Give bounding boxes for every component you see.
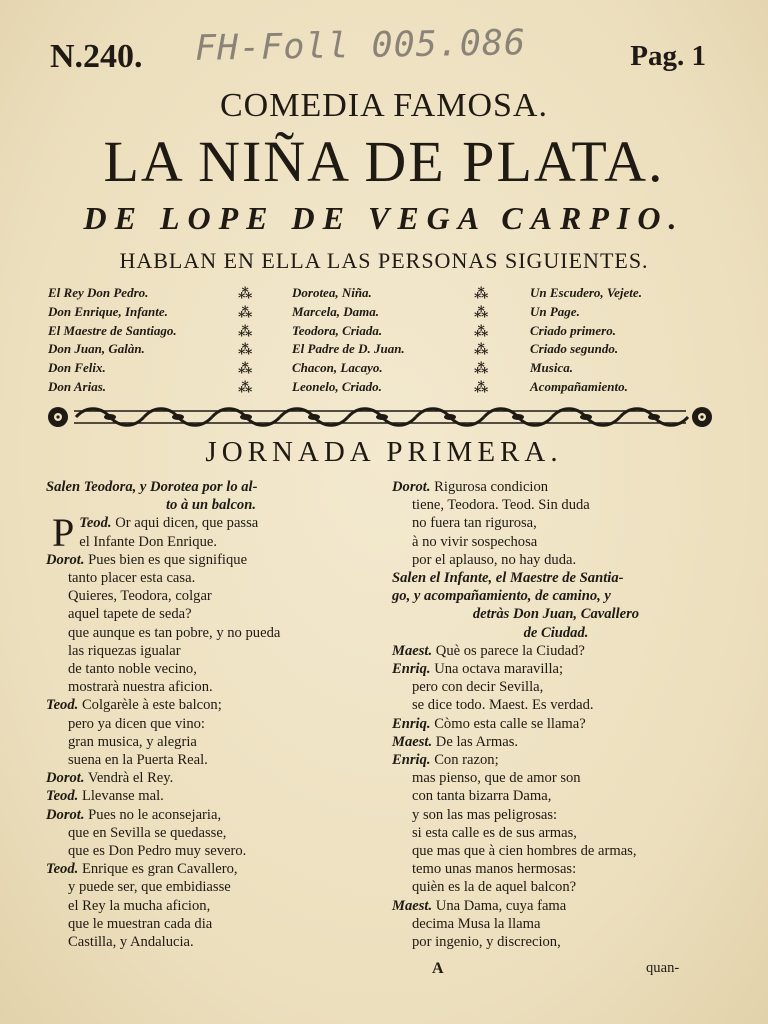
line-text: Vendrà el Rey. xyxy=(87,770,174,787)
line-text: Enrique es gran Cavallero, xyxy=(81,861,238,878)
author-line: DE LOPE DE VEGA CARPIO. xyxy=(83,200,685,236)
verse-line xyxy=(46,624,376,642)
cast-entry: El Rey Don Pedro. xyxy=(48,285,149,300)
verse-line xyxy=(392,878,720,896)
line-text: por el aplauso, no hay duda. xyxy=(412,551,577,568)
line-text: decima Musa la llama xyxy=(412,915,541,932)
verse-line xyxy=(392,806,720,824)
drop-cap: P xyxy=(52,510,75,556)
line-text: to à un balcon. xyxy=(165,497,256,514)
cast-entry: El Maestre de Santiago. xyxy=(48,322,177,338)
line-text: Salen Teodora, y Dorotea por lo al- xyxy=(46,479,258,495)
verse-line xyxy=(46,842,376,860)
line-text: que es Don Pedro muy severo. xyxy=(68,843,247,860)
verse-line xyxy=(392,933,720,951)
verse-line xyxy=(392,787,720,805)
line-text: suena en la Puerta Real. xyxy=(68,752,208,769)
verse-line xyxy=(46,806,376,824)
line-text: pero con decir Sevilla, xyxy=(412,679,544,696)
cast-column-3 xyxy=(530,284,642,397)
asterism-icon: ⁂ xyxy=(238,380,252,396)
line-text: Quieres, Teodora, colgar xyxy=(68,588,212,605)
verse-line xyxy=(46,878,376,896)
line-text: se dice todo. Maest. Es verdad. xyxy=(412,697,594,714)
speaker-label: Maest. xyxy=(392,642,433,659)
line-text: à no vivir sospechosa xyxy=(412,533,538,550)
verse-line xyxy=(46,533,376,551)
verse-line xyxy=(392,860,720,878)
cast-entry: Musica. xyxy=(530,360,573,376)
line-text: tiene, Teodora. Teod. Sin duda xyxy=(412,497,590,514)
verse-line xyxy=(46,860,376,878)
line-text: el Rey la mucha aficion, xyxy=(68,897,211,914)
line-text: y son las mas peligrosas: xyxy=(412,806,558,823)
line-text: detràs Don Juan, Cavallero xyxy=(472,606,640,623)
asterism-icon: ⁂ xyxy=(238,287,252,302)
signature-mark: A xyxy=(432,960,444,977)
cast-entry: Marcela, Dama. xyxy=(292,303,380,319)
verse-line xyxy=(46,733,376,751)
catchword: quan- xyxy=(646,960,680,976)
asterism-icon: ⁂ xyxy=(238,324,252,340)
line-text: con tanta bizarra Dama, xyxy=(412,788,552,805)
asterism-icon: ⁂ xyxy=(474,305,488,321)
line-text: Què os parece la Ciudad? xyxy=(435,642,585,659)
speaker-label: Dorot. xyxy=(46,806,85,823)
cast-entry: Chacon, Lacayo. xyxy=(292,360,383,376)
line-text: que aunque es tan pobre, y no pueda xyxy=(68,624,281,641)
asterism-icon: ⁂ xyxy=(474,380,488,396)
cast-entry: Don Arias. xyxy=(48,378,107,394)
speaker-label: Teod. xyxy=(79,515,112,532)
line-text: Salen el Infante, el Maestre de Santia- xyxy=(392,570,624,587)
text-column-right xyxy=(392,478,720,951)
verse-line xyxy=(392,551,720,569)
cast-entry: Teodora, Criada. xyxy=(292,322,383,338)
asterism-icon: ⁂ xyxy=(474,324,488,340)
asterism-icon: ⁂ xyxy=(238,305,252,321)
page-number: Pag. 1 xyxy=(630,40,706,72)
verse-line xyxy=(392,478,720,496)
line-text: go, y acompañamiento, de camino, y xyxy=(392,588,611,605)
line-text: las riquezas igualar xyxy=(68,642,181,659)
play-title: LA NIÑA DE PLATA. xyxy=(103,129,665,194)
cast-entry: Un Page. xyxy=(530,303,580,319)
verse-line xyxy=(46,933,376,951)
verse-line xyxy=(46,696,376,714)
verse-line xyxy=(46,769,376,787)
line-text: Una Dama, cuya fama xyxy=(435,897,567,914)
cast-entry: Dorotea, Niña. xyxy=(292,285,372,300)
scroll-band-icon xyxy=(74,409,688,426)
line-text: Or aqui dicen, que passa xyxy=(115,515,259,532)
verse-line xyxy=(46,642,376,660)
rosette-right-icon xyxy=(692,407,712,427)
verse-line xyxy=(392,624,720,642)
speaker-label: Enriq. xyxy=(392,752,431,769)
cast-entry: Don Felix. xyxy=(48,360,106,376)
verse-line xyxy=(392,897,720,915)
verse-line xyxy=(392,569,720,587)
line-text: si esta calle es de sus armas, xyxy=(412,824,577,841)
cast-entry: Criado segundo. xyxy=(530,341,619,357)
verse-line xyxy=(46,715,376,733)
line-text: por ingenio, y discrecion, xyxy=(412,934,561,951)
verse-line xyxy=(392,842,720,860)
cast-entry: Leonelo, Criado. xyxy=(292,378,382,394)
play-number: N.240. xyxy=(50,38,143,75)
verse-line xyxy=(46,751,376,769)
verse-line xyxy=(392,715,720,733)
rosette-left-icon xyxy=(48,407,68,427)
line-text: tanto placer esta casa. xyxy=(68,570,196,587)
line-text: pero ya dicen que vino: xyxy=(68,715,205,732)
ornament-divider xyxy=(46,402,714,432)
speaker-label: Dorot. xyxy=(46,770,85,787)
speaker-label: Dorot. xyxy=(46,551,85,568)
verse-line xyxy=(392,915,720,933)
verse-line xyxy=(46,478,376,496)
line-text: mostrarà nuestra aficion. xyxy=(68,679,213,696)
line-text: Rigurosa condicion xyxy=(434,479,549,495)
verse-line xyxy=(46,915,376,933)
verse-line xyxy=(392,733,720,751)
text-column-left xyxy=(46,478,376,951)
cast-column-2 xyxy=(292,284,405,397)
line-text: quièn es la de aquel balcon? xyxy=(412,879,577,896)
line-text: no fuera tan rigurosa, xyxy=(412,515,537,532)
act-heading: JORNADA PRIMERA. xyxy=(205,436,563,468)
line-text: Llevanse mal. xyxy=(81,788,164,805)
verse-line xyxy=(392,769,720,787)
cast-heading: HABLAN EN ELLA LAS PERSONAS SIGUIENTES. xyxy=(119,248,649,273)
verse-line xyxy=(46,897,376,915)
comedia-heading: COMEDIA FAMOSA. xyxy=(220,87,548,124)
speaker-label: Enriq. xyxy=(392,661,431,678)
verse-line xyxy=(46,605,376,623)
line-text: Con razon; xyxy=(434,752,499,769)
cast-column-1 xyxy=(48,284,177,397)
verse-line xyxy=(46,551,376,569)
verse-line xyxy=(46,587,376,605)
line-text: temo unas manos hermosas: xyxy=(412,861,577,878)
cast-entry: Un Escudero, Vejete. xyxy=(530,285,642,300)
verse-line xyxy=(392,642,720,660)
line-text: de Ciudad. xyxy=(523,624,589,641)
line-text: aquel tapete de seda? xyxy=(68,606,192,623)
line-text: y puede ser, que embidiasse xyxy=(68,879,231,896)
cast-entry: Acompañamiento. xyxy=(530,378,628,394)
star-separators-1 xyxy=(238,286,251,399)
line-text: el Infante Don Enrique. xyxy=(79,533,218,550)
speaker-label: Teod. xyxy=(46,861,79,878)
verse-line xyxy=(392,587,720,605)
verse-line xyxy=(392,605,720,623)
verse-line xyxy=(392,751,720,769)
verse-line xyxy=(392,514,720,532)
verse-line xyxy=(46,678,376,696)
asterism-icon: ⁂ xyxy=(474,287,488,302)
verse-line xyxy=(392,824,720,842)
cast-entry: El Padre de D. Juan. xyxy=(292,341,405,357)
line-text: que mas que à cien hombres de armas, xyxy=(412,843,637,860)
asterism-icon: ⁂ xyxy=(474,362,488,378)
line-text: De las Armas. xyxy=(435,733,519,750)
speaker-label: Teod. xyxy=(46,788,79,805)
speaker-label: Enriq. xyxy=(392,715,431,732)
handwritten-stamp: FH-Foll 005.086 xyxy=(194,23,527,69)
line-text: de tanto noble vecino, xyxy=(68,661,197,678)
line-text: Pues bien es que signifique xyxy=(88,551,248,568)
verse-line xyxy=(392,496,720,514)
cast-entry: Criado primero. xyxy=(530,322,616,338)
line-text: mas pienso, que de amor son xyxy=(412,770,581,787)
verse-line xyxy=(392,533,720,551)
line-text: Pues no le aconsejaria, xyxy=(88,806,222,823)
cast-entry: Don Enrique, Infante. xyxy=(48,303,168,319)
line-text: gran musica, y alegria xyxy=(68,733,197,750)
cast-entry: Don Juan, Galàn. xyxy=(48,341,145,357)
line-text: que le muestran cada dia xyxy=(68,915,213,932)
speaker-label: Maest. xyxy=(392,897,433,914)
asterism-icon: ⁂ xyxy=(474,343,488,359)
line-text: Còmo esta calle se llama? xyxy=(434,715,586,732)
speaker-label: Maest. xyxy=(392,733,433,750)
line-text: que en Sevilla se quedasse, xyxy=(68,824,227,841)
line-text: Castilla, y Andalucia. xyxy=(68,934,194,951)
verse-line xyxy=(392,660,720,678)
verse-line xyxy=(46,824,376,842)
asterism-icon: ⁂ xyxy=(238,362,252,378)
star-separators-2 xyxy=(474,286,487,399)
line-text: Colgarèle à este balcon; xyxy=(81,697,222,714)
verse-line xyxy=(46,496,376,514)
speaker-label: Teod. xyxy=(46,697,79,714)
verse-line xyxy=(46,660,376,678)
verse-line xyxy=(392,678,720,696)
asterism-icon: ⁂ xyxy=(238,343,252,359)
verse-line xyxy=(46,787,376,805)
line-text: Una octava maravilla; xyxy=(434,661,564,678)
verse-line xyxy=(392,696,720,714)
verse-line xyxy=(46,569,376,587)
speaker-label: Dorot. xyxy=(392,479,431,495)
